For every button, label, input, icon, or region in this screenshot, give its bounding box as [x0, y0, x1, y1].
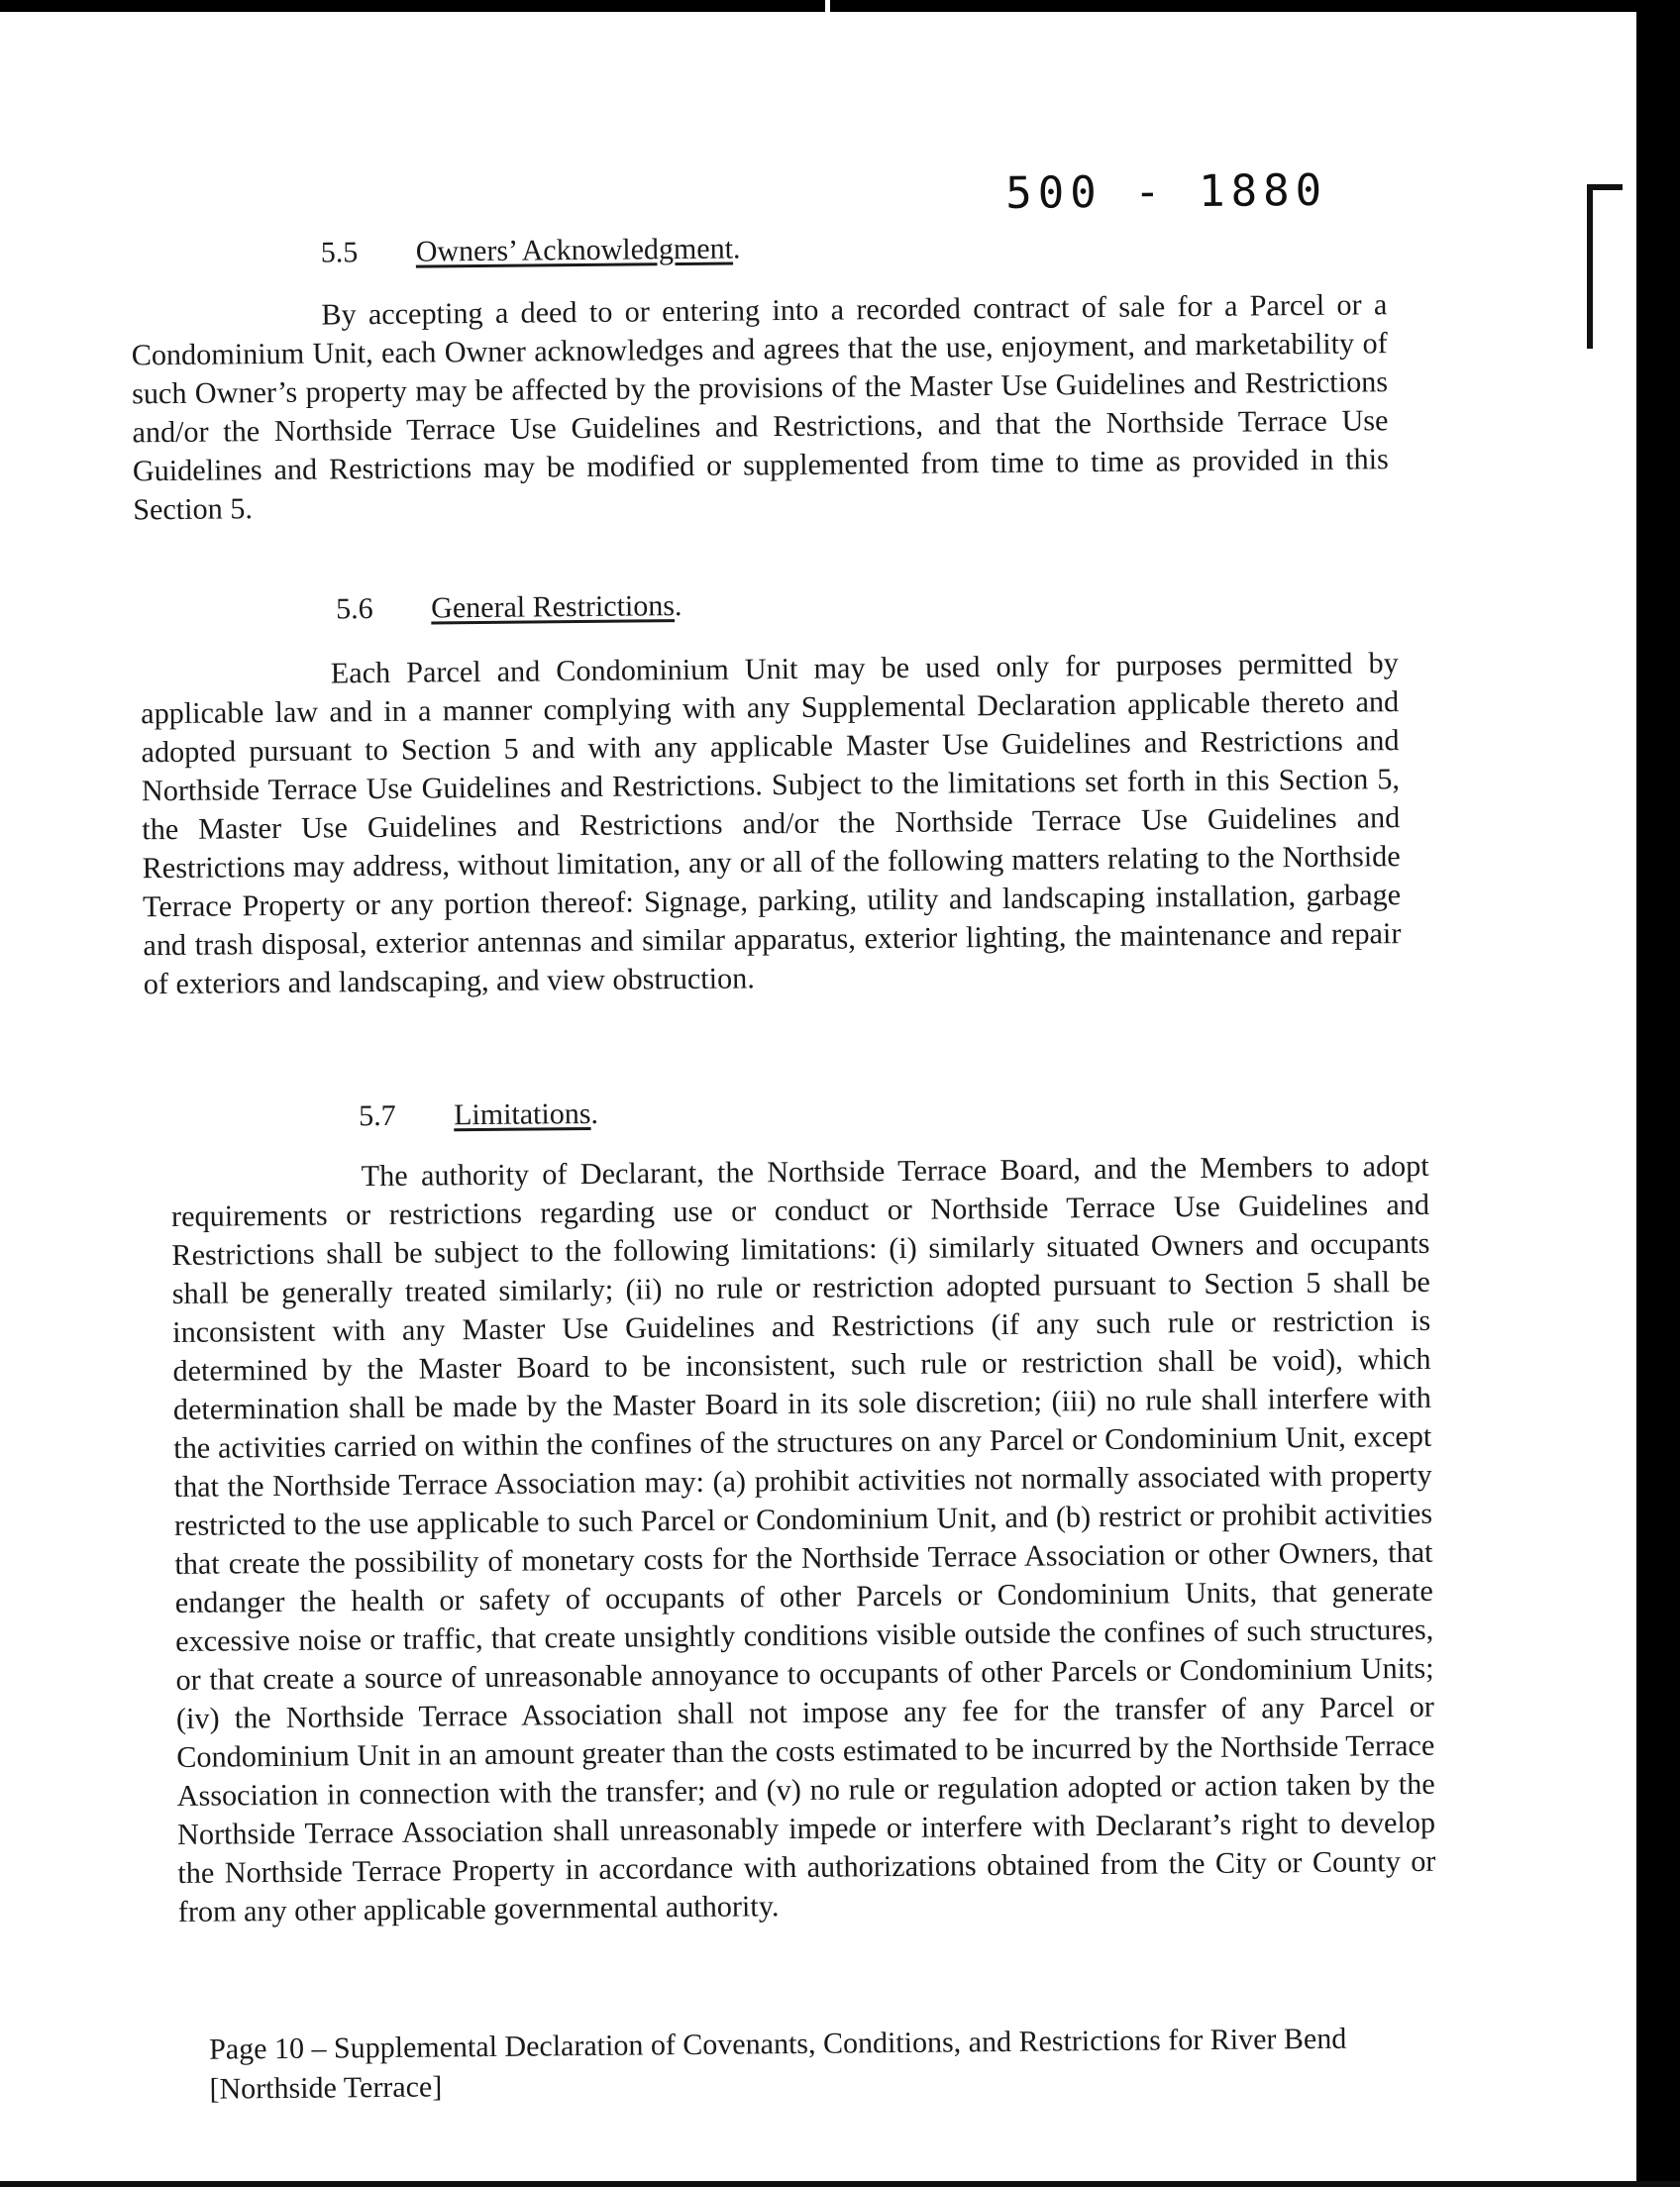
section-body-5-7: The authority of Declarant, the Northside Terrace Board, and the Members to adopt requirements or restrictions regarding use or conduct or Northside Terrace Use Guidelines and Restrictions shall be subject to the following limitations: (i) similarly situated Owners and occupants shall be generally treated similarly; (ii) no rule or restriction adopted pursuant to Section 5 shall be inconsistent with any Master Use Guidelines and Restrictions (if any such rule or restriction is determined by the Master Board to be inconsistent, such rule or restriction shall be void), which determination shall be made by the Master Board in its sole discretion; (iii) no rule shall interfere with the activities carried on within the confines of the structures on any Parcel or Condominium Unit, except that the Northside Terrace Association may: (a) prohibit activities not normally associated with property restricted to the use applicable to such Parcel or Condominium Unit, and (b) restrict or prohibit activities that create the possibility of monetary costs for the Northside Terrace Association or other Owners, that endanger the health or safety of occupants of other Parcels or Condominium Units, that generate excessive noise or traffic, that create unsightly conditions visible outside the confines of such structures, or that create a source of unreasonable annoyance to occupants of other Parcels or Condominium Units; (iv) the Northside Terrace Association shall not impose any fee for the transfer of any Parcel or Condominium Unit in an amount greater than the costs estimated to be incurred by the Northside Terrace Association in connection with the transfer; and (v) no rule or regulation adopted or action taken by the Northside Terrace Association shall unreasonably impede or interfere with Declarant’s right to develop the Northside Terrace Property in accordance with authorizations obtained from the City or County or from any other applicable governmental authority. [170, 1148, 1436, 1928]
scanned-page [0, 12, 1636, 2181]
scan-artifact-mark [1628, 1739, 1636, 1747]
footer-line-1: Page 10 – Supplemental Declaration of Covenants, Conditions, and Restrictions for River Bend [209, 2022, 1347, 2066]
section-title: Limitations [453, 1096, 591, 1132]
section-title-period: . [590, 1096, 599, 1130]
footer-line-2: [Northside Terrace] [209, 2070, 443, 2106]
section-title: Owners’ Acknowledgment [415, 232, 734, 268]
section-number: 5.5 [320, 236, 359, 269]
section-body-5-6: Each Parcel and Condominium Unit may be used only for purposes permitted by applicable law and in a manner complying with any Supplemental Declaration applicable thereto and adopted pursuant to Section 5 and with any applicable Master Use Guidelines and Restrictions and Northside Terrace Use Guidelines and Restrictions. Subject to the limitations set forth in this Section 5, the Master Use Guidelines and Restrictions and/or the Northside Terrace Use Guidelines and Restrictions may address, without limitation, any or all of the following matters relating to the Northside Terrace Property or any portion thereof: Signage, parking, utility and landscaping installation, garbage and trash disposal, exterior antennas and similar apparatus, exterior lighting, the maintenance and repair of exteriors and landscaping, and view obstruction. [141, 646, 1402, 1001]
section-heading-5-7 [359, 1097, 598, 1133]
section-body-5-5: By accepting a deed to or entering into a recorded contract of sale for a Parcel or a Condominium Unit, each Owner acknowledges and agrees that the use, enjoyment, and marketability of such Owner’s property may be affected by the provisions of the Master Use Guidelines and Restrictions and/or the Northside Terrace Use Guidelines and Restrictions, and that the Northside Terrace Use Guidelines and Restrictions may be modified or supplemented from time to time as provided in this Section 5. [131, 287, 1389, 527]
scan-artifact-bracket [1587, 184, 1623, 349]
page-footer [209, 2019, 1438, 2110]
section-title-period: . [732, 232, 741, 265]
page-content [0, 12, 1636, 2181]
document-number: 500 - 1880 [1004, 164, 1328, 219]
section-heading-5-5 [321, 232, 741, 269]
section-number: 5.6 [336, 592, 373, 626]
scan-edge-band [1636, 0, 1680, 2187]
section-number: 5.7 [358, 1098, 396, 1133]
section-heading-5-6 [336, 589, 682, 626]
scan-bottom-edge [0, 2181, 1680, 2187]
scan-artifact-tick [825, 0, 830, 14]
section-title-period: . [674, 589, 682, 623]
section-title: General Restrictions [431, 589, 676, 625]
